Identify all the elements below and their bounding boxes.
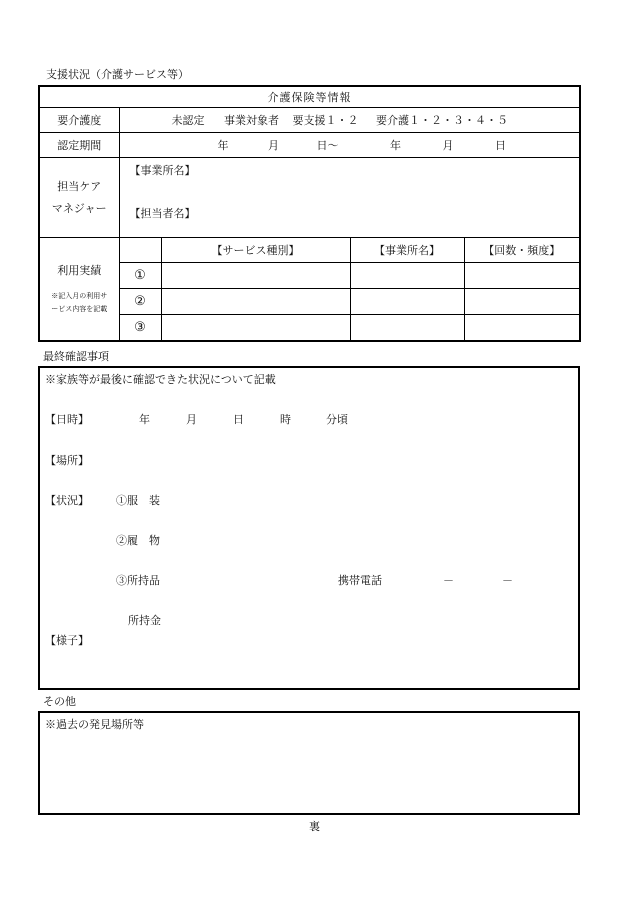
status-phone-dash-1: － [443,574,454,587]
office-name-field: 【事業所名】 [129,164,196,177]
datetime-year: 年 [139,413,150,426]
section-heading-last-confirmation: 最終確認事項 [43,350,109,363]
usage-cell[interactable] [464,263,580,289]
care-manager-fields [119,158,580,238]
usage-row-number: ① [119,263,161,289]
page-back-mark: 裏 [309,820,320,833]
cert-period-part: 年 [390,139,401,152]
status-label: 【状況】 [45,494,89,507]
care-level-option: 事業対象者 [224,114,279,127]
care-level-option: 未認定 [171,114,205,127]
care-level-option: 要介護１・２・３・４・５ [376,114,508,127]
care-manager-label-line1: 担当ケア [57,179,102,193]
appearance-label: 【様子】 [45,634,89,647]
care-insurance-table [38,85,581,342]
usage-label: 利用実績 [57,264,102,277]
datetime-day: 日 [233,413,244,426]
manager-name-field: 【担当者名】 [129,207,196,220]
cert-period-part: 月 [268,139,279,152]
usage-header-service-type: 【サービス種別】 [161,238,350,263]
usage-row-number: ③ [119,315,161,341]
last-confirmation-note: ※家族等が最後に確認できた状況について記載 [45,373,276,386]
other-note: ※過去の発見場所等 [45,718,144,731]
cert-period-part: 月 [442,139,454,152]
last-confirmation-box [38,366,580,690]
usage-note-line1: ※記入月の利用サ [51,292,108,300]
usage-cell[interactable] [161,263,350,289]
cert-period-value [119,133,580,158]
datetime-hour: 時 [280,413,291,426]
usage-cell[interactable] [161,315,350,341]
usage-row [39,263,580,289]
cert-period-part: 日 [495,139,506,152]
usage-cell[interactable] [350,289,464,315]
status-phone-dash-2: － [502,574,513,587]
status-mobile-phone: 携帯電話 [338,574,382,587]
datetime-minute: 分頃 [326,413,348,426]
care-level-options [119,108,580,133]
usage-cell[interactable] [350,263,464,289]
status-belongings: ③所持品 [116,574,160,587]
care-level-label: 要介護度 [39,108,119,133]
section-heading-other: その他 [43,695,76,708]
usage-cell[interactable] [464,289,580,315]
cert-period-part: 年 [217,139,229,152]
care-level-option: 要支援１・２ [292,114,359,127]
usage-header-office: 【事業所名】 [350,238,464,263]
usage-header-blank [119,238,161,263]
usage-row-number: ② [119,289,161,315]
usage-row [39,315,580,341]
place-label: 【場所】 [45,454,89,467]
usage-note-line2: ービス内容を記載 [51,305,108,313]
usage-cell[interactable] [161,289,350,315]
status-footwear: ②履 物 [116,534,160,547]
care-manager-label-line2: マネジャー [51,201,107,215]
usage-row [39,289,580,315]
datetime-month: 月 [186,413,197,426]
cert-period-part: 日～ [316,139,339,152]
datetime-label: 【日時】 [45,413,89,426]
other-box [38,711,580,815]
status-clothing: ①服 装 [116,494,160,507]
cert-period-label: 認定期間 [39,133,119,158]
table-title: 介護保険等情報 [39,86,580,108]
status-money: 所持金 [128,614,161,627]
usage-label-cell [39,238,119,341]
usage-header-frequency: 【回数・頻度】 [464,238,580,263]
usage-cell[interactable] [350,315,464,341]
section-heading-support-status: 支援状況（介護サービス等） [46,68,189,81]
care-manager-label [39,158,119,238]
usage-cell[interactable] [464,315,580,341]
usage-note [40,290,119,316]
